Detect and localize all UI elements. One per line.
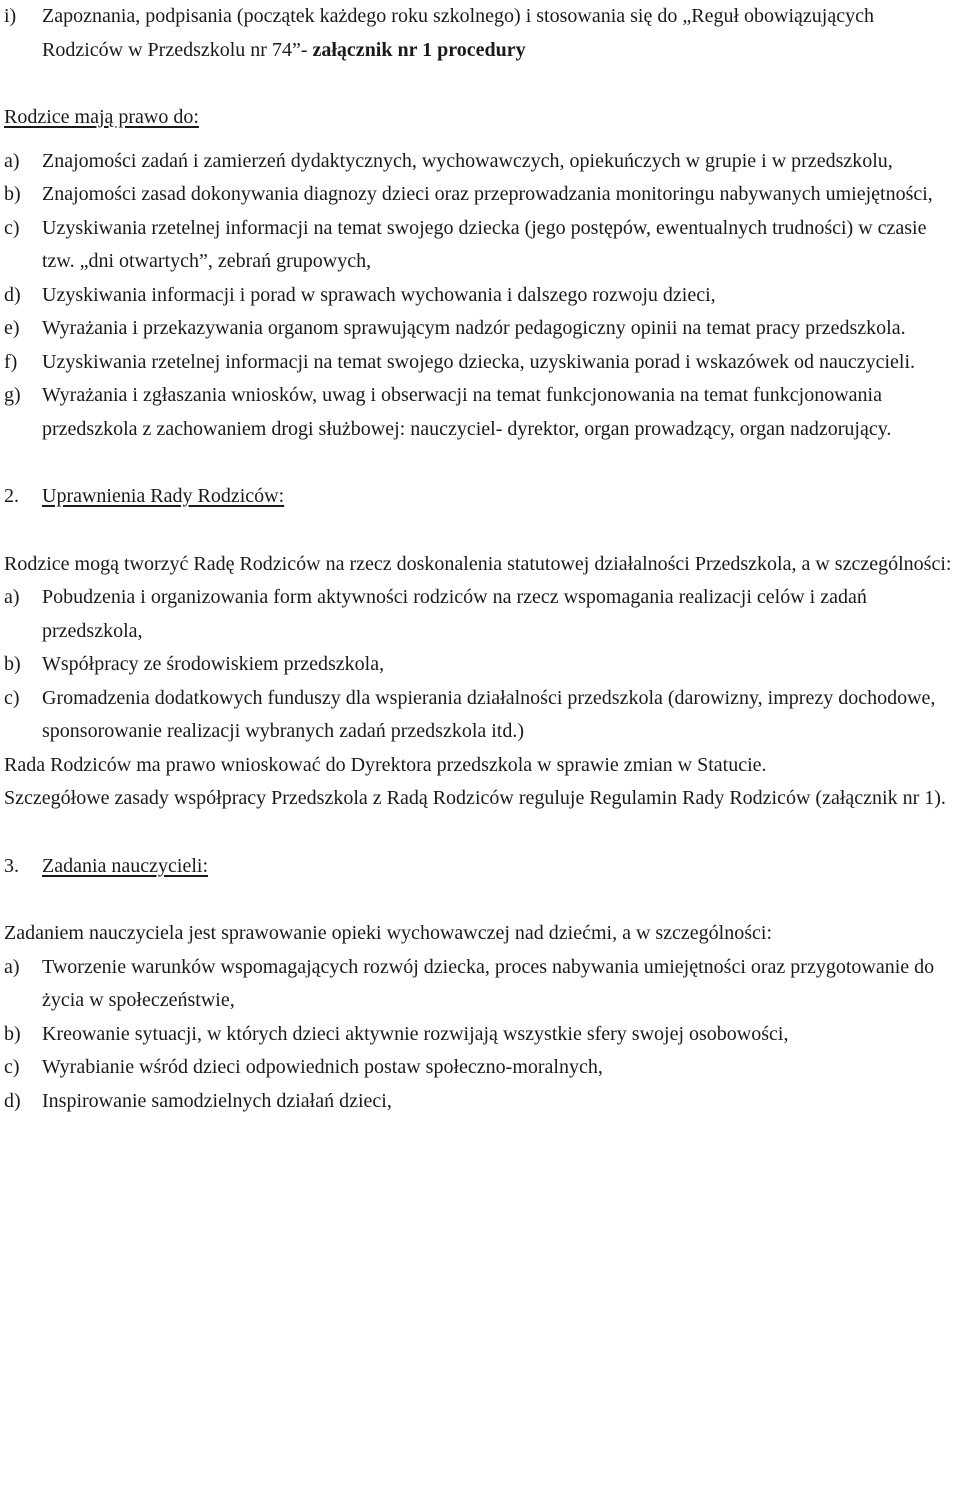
list-item-text: Gromadzenia dodatkowych funduszy dla wspierania działalności przedszkola (darowizny, imprezy dochodowe, sponsorowanie realizacji wybranych zadań przedszkola itd.) [42,686,936,742]
list-item-label: d) [4,283,21,306]
list-item-label: c) [4,686,20,709]
list-item-label: c) [4,216,20,239]
document-page [4,0,956,1118]
section-3-intro: Zadaniem nauczyciela jest sprawowanie opieki wychowawczej nad dziećmi, a w szczególności: [4,922,773,944]
list-item-text: Uzyskiwania informacji i porad w sprawach wychowania i dalszego rozwoju dzieci, [42,283,716,306]
list-item-label: e) [4,317,20,339]
list-item-label: a) [4,149,20,172]
section-number: 3. [4,854,19,877]
list-item [4,346,956,380]
list-item [4,279,956,313]
list-item [4,0,956,67]
list-item-text: Znajomości zadań i zamierzeń dydaktycznych, wychowawczych, opiekuńczych w grupie i w przedszkolu, [42,149,893,172]
section-3-heading [4,850,956,884]
attachment-reference: załącznik nr 1 procedury [312,38,526,61]
list-item [4,682,956,749]
section-2-paragraph: Rada Rodziców ma prawo wnioskować do Dyrektora przedszkola w sprawie zmian w Statucie. [4,753,767,776]
list-item-text: Uzyskiwania rzetelnej informacji na temat swojego dziecka, uzyskiwania porad i wskazówek od nauczycieli. [42,350,915,373]
parents-rights-list [4,145,956,447]
section-title: Uprawnienia Rady Rodziców: [42,485,285,507]
parents-council-list [4,581,956,749]
section-2-intro: Rodzice mogą tworzyć Radę Rodziców na rzecz doskonalenia statutowej działalności Przedszkola, a w szczególności: [4,552,952,575]
list-item-label: b) [4,1022,21,1045]
list-item-label: a) [4,586,20,608]
list-item [4,581,956,648]
list-item [4,1018,956,1052]
list-item-text [42,0,956,67]
parents-rights-heading: Rodzice mają prawo do: [4,106,199,128]
list-item-label: b) [4,183,21,205]
list-item-label: b) [4,653,21,675]
list-item [4,648,956,682]
list-item-text: Kreowanie sytuacji, w których dzieci aktywnie rozwijają wszystkie sfery swojej osobowości, [42,1022,789,1045]
list-item-text: Wyrażania i przekazywania organom sprawującym nadzór pedagogiczny opinii na temat pracy przedszkola. [42,317,906,339]
section-2-heading [4,480,956,514]
list-item [4,212,956,279]
list-item-text: Znajomości zasad dokonywania diagnozy dzieci oraz przeprowadzania monitoringu nabywanych umiejętności, [42,183,933,205]
list-item [4,145,956,179]
list-item-text: Tworzenie warunków wspomagających rozwój dziecka, proces nabywania umiejętności oraz przygotowanie do życia w społeczeństwie, [42,955,935,1011]
list-item-label: i) [4,5,17,27]
list-item [4,1051,956,1085]
list-item-label: d) [4,1089,21,1112]
list-item-label: f) [4,350,18,373]
list-item-text: Pobudzenia i organizowania form aktywności rodziców na rzecz wspomagania realizacji celów i zadań przedszkola, [42,586,867,642]
list-item-text: Współpracy ze środowiskiem przedszkola, [42,653,385,675]
section-2-paragraph: Szczegółowe zasady współpracy Przedszkola z Radą Rodziców reguluje Regulamin Rady Rodziców (załącznik nr 1). [4,787,946,809]
list-item-text: Wyrażania i zgłaszania wniosków, uwag i obserwacji na temat funkcjonowania na temat funkcjonowania przedszkola z zachowaniem drogi służbowej: nauczyciel- dyrektor, organ prowadzący, organ nadzorujący. [42,384,892,440]
list-item-label: c) [4,1056,20,1078]
section-title: Zadania nauczycieli: [42,854,209,877]
list-item-text: Inspirowanie samodzielnych działań dzieci, [42,1089,392,1112]
list-item-label: a) [4,955,20,978]
teachers-tasks-list [4,951,956,1119]
list-item [4,1085,956,1119]
section-number: 2. [4,485,19,507]
list-item-text: Uzyskiwania rzetelnej informacji na temat swojego dziecka (jego postępów, ewentualnych trudności) w czasie tzw. „dni otwartych”, zebrań grupowych, [42,216,927,272]
list-item-text: Wyrabianie wśród dzieci odpowiednich postaw społeczno-moralnych, [42,1056,603,1078]
list-item-text-main: Zapoznania, podpisania (początek każdego roku szkolnego) i stosowania się do „Reguł obowiązujących Rodziców w Przedszkolu nr 74”- [42,5,874,61]
list-item [4,312,956,346]
list-item [4,951,956,1018]
list-item-label: g) [4,384,21,406]
list-item [4,379,956,446]
list-item [4,178,956,212]
